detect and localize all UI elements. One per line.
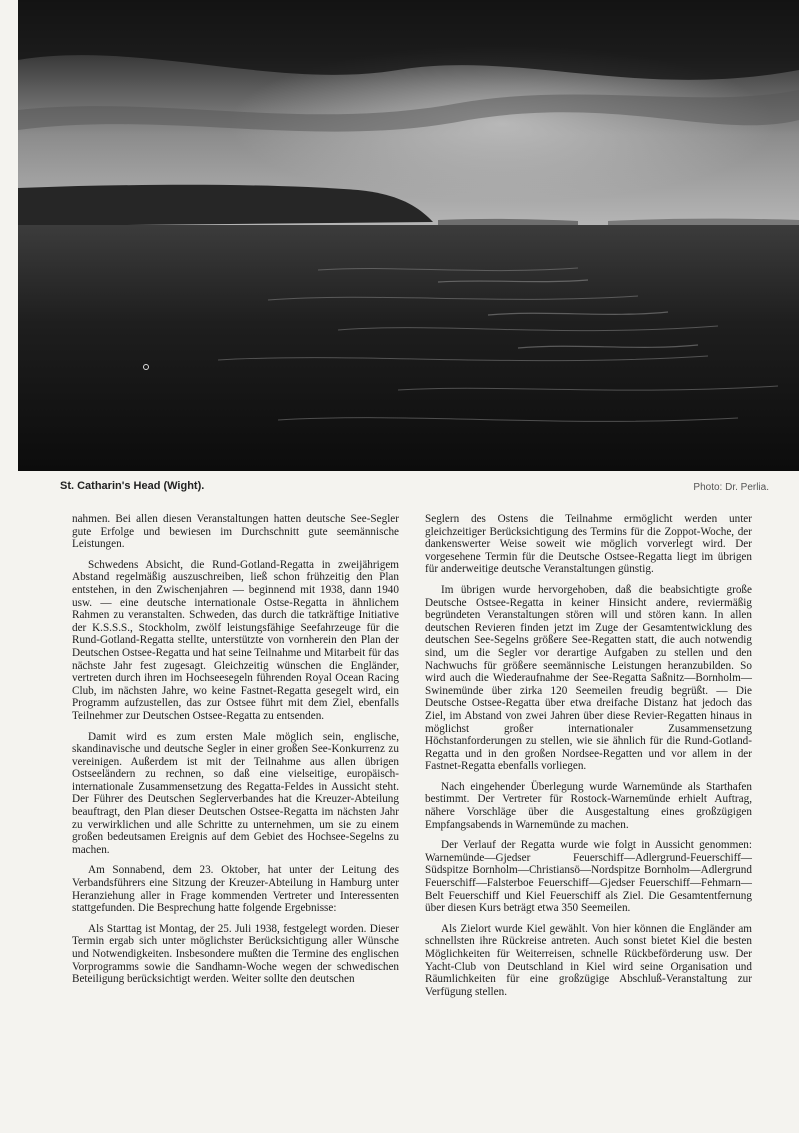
paragraph: Als Starttag ist Montag, der 25. Juli 1938, festgelegt worden. Dieser Termin ergab sich unter möglichster Berücksichtigung aller Wünsche und Notwendigkeiten. Insbesondere mußten die Termine des englischen Vorprogramms sowie die Sandhamn-Woche wegen der schwedischen Beteiligung berücksichtigt werden. Weiter sollte den deutschen [72, 922, 399, 986]
paragraph: Schwedens Absicht, die Rund-Gotland-Regatta in zweijährigem Abstand regelmäßig auszuschreiben, ließ schon frühzeitig den Plan entstehen, in den Zwischenjahren — beginnend mit 1938, dann 1940 usw. — eine deutsche internationale Ostse-Regatta in ähnlichem Rahmen zu veranstalten. Schweden, das durch die tatkräftige Initiative der K.S.S.S., Stockholm, zwölf leistungsfähige Seefahrzeuge für die Rund-Gotland-Regatta stellte, unterstützte von vornherein den Plan der Deutschen Ostsee-Regatta und hat seine Teilnahme und Mitarbeit für das nächste Jahr fest zugesagt. Gleichzeitig wünschen die Engländer, vertreten durch ihren im Hochseesegeln führenden Royal Ocean Racing Club, im nächsten Jahre, wo keine Fastnet-Regatta gesegelt wird, ein Programm aufzustellen, das zur Ostsee führt mit dem Ziel, ebenfalls Teilnehmer zur Deutschen Ostsee-Regatta zu entsenden. [72, 558, 399, 722]
seascape-image [18, 0, 799, 471]
seascape-photo [18, 0, 799, 471]
paragraph: Der Verlauf der Regatta wurde wie folgt in Aussicht genommen: Warnemünde—Gjedser Feuerschiff—Adlergrund-Feuerschiff—Südspitze Bornholm—Christiansö—Nordspitze Bornholm—Adlergrund Feuerschiff—Falsterboe Feuerschiff—Gjedser Feuerschiff—Fehmarn—Belt Feuerschiff und Kiel Feuerschiff als Ziel. Die Gesamtentfernung über diesen Kurs beträgt etwa 350 Seemeilen. [425, 839, 752, 915]
paragraph: Als Zielort wurde Kiel gewählt. Von hier können die Engländer am schnellsten ihre Rückreise antreten. Auch sonst bietet Kiel die besten Möglichkeiten für Weiterreisen, schnelle Rückbeförderung usw. Der Yacht-Club von Deutschland in Kiel wird seine Organisation und Räumlichkeiten für eine großzügige Abschluß-Veranstaltung zur Verfügung stellen. [425, 922, 752, 998]
paragraph: Im übrigen wurde hervorgehoben, daß die beabsichtigte große Deutsche Ostsee-Regatta in keiner Hinsicht andere, reviermäßig begründeten Veranstaltungen stören will und stören kann. In allen deutschen Revieren finden jetzt im Zuge der Gesamtentwicklung des deutschen See-Segelns größere See-Regatten statt, die auch notwendig sind, um die Segler vor derartige Aufgaben zu stellen und den Nachwuchs für größere seemännische Leistungen heranzubilden. So wird auch die Wiederaufnahme der See-Regatta Saßnitz—Bornholm—Swinemünde über zirka 120 Seemeilen freudig begrüßt. — Die Deutsche Ostsee-Regatta über etwa dreifache Distanz hat jedoch das Ziel, im Abstand von zwei Jahren über diese Revier-Regatten hinaus in möglichst großer internationaler Zusammensetzung Höchstanforderungen zu stellen, wie sie ähnlich für die Rund-Gotland-Regatta und in den großen Nordsee-Regatten und vor allem in der Fastnet-Regatta ebenfalls vorliegen. [425, 583, 752, 773]
paragraph: Am Sonnabend, dem 23. Oktober, hat unter der Leitung des Verbandsführers eine Sitzung der Kreuzer-Abteilung in Hamburg unter Heranziehung aller in Frage kommenden Vertreter und Interessenten stattgefunden. Die Besprechung hatte folgende Ergebnisse: [72, 864, 399, 915]
paragraph: Nach eingehender Überlegung wurde Warnemünde als Starthafen bestimmt. Der Vertreter für Rostock-Warnemünde erhielt Auftrag, nähere Vorschläge über die Ausgestaltung eines großzügigen Empfangsabends in Warnemünde zu machen. [425, 780, 752, 831]
photo-credit: Photo: Dr. Perlia. [693, 482, 769, 493]
right-column [425, 513, 752, 1006]
paragraph: Damit wird es zum ersten Male möglich sein, englische, skandinavische und deutsche Segler in einer großen See-Konkurrenz zu vereinigen. Außerdem ist mit der Teilnahme aus allen übrigen Ostseeländern zu rechnen, so daß eine vielseitige, europäisch-internationale Zusammensetzung des Regatta-Feldes in Aussicht steht. Der Führer des Deutschen Seglerverbandes hat die Kreuzer-Abteilung beauftragt, den Plan dieser Deutschen Ostsee-Regatta im nächsten Jahr zu verwirklichen und alle Schritte zu unternehmen, um sie zu einem großen bedeutsamen Ereignis auf dem Gebiet des Hochsee-Segelns zu machen. [72, 730, 399, 856]
paragraph: nahmen. Bei allen diesen Veranstaltungen hatten deutsche See-Segler gute Erfolge und bewiesen im Durchschnitt gute seemännische Leistungen. [72, 513, 399, 551]
paragraph: Seglern des Ostens die Teilnahme ermöglicht werden unter gleichzeitiger Berücksichtigung des Termins für die Zoppot-Woche, der dankenswerter Weise soweit wie möglich vorverlegt wird. Der vorgesehene Termin für die Deutsche Ostsee-Regatta liegt im übrigen für anderweitige deutsche Veranstaltungen günstig. [425, 513, 752, 576]
left-column [72, 513, 399, 994]
photo-caption: St. Catharin's Head (Wight). [60, 480, 205, 492]
